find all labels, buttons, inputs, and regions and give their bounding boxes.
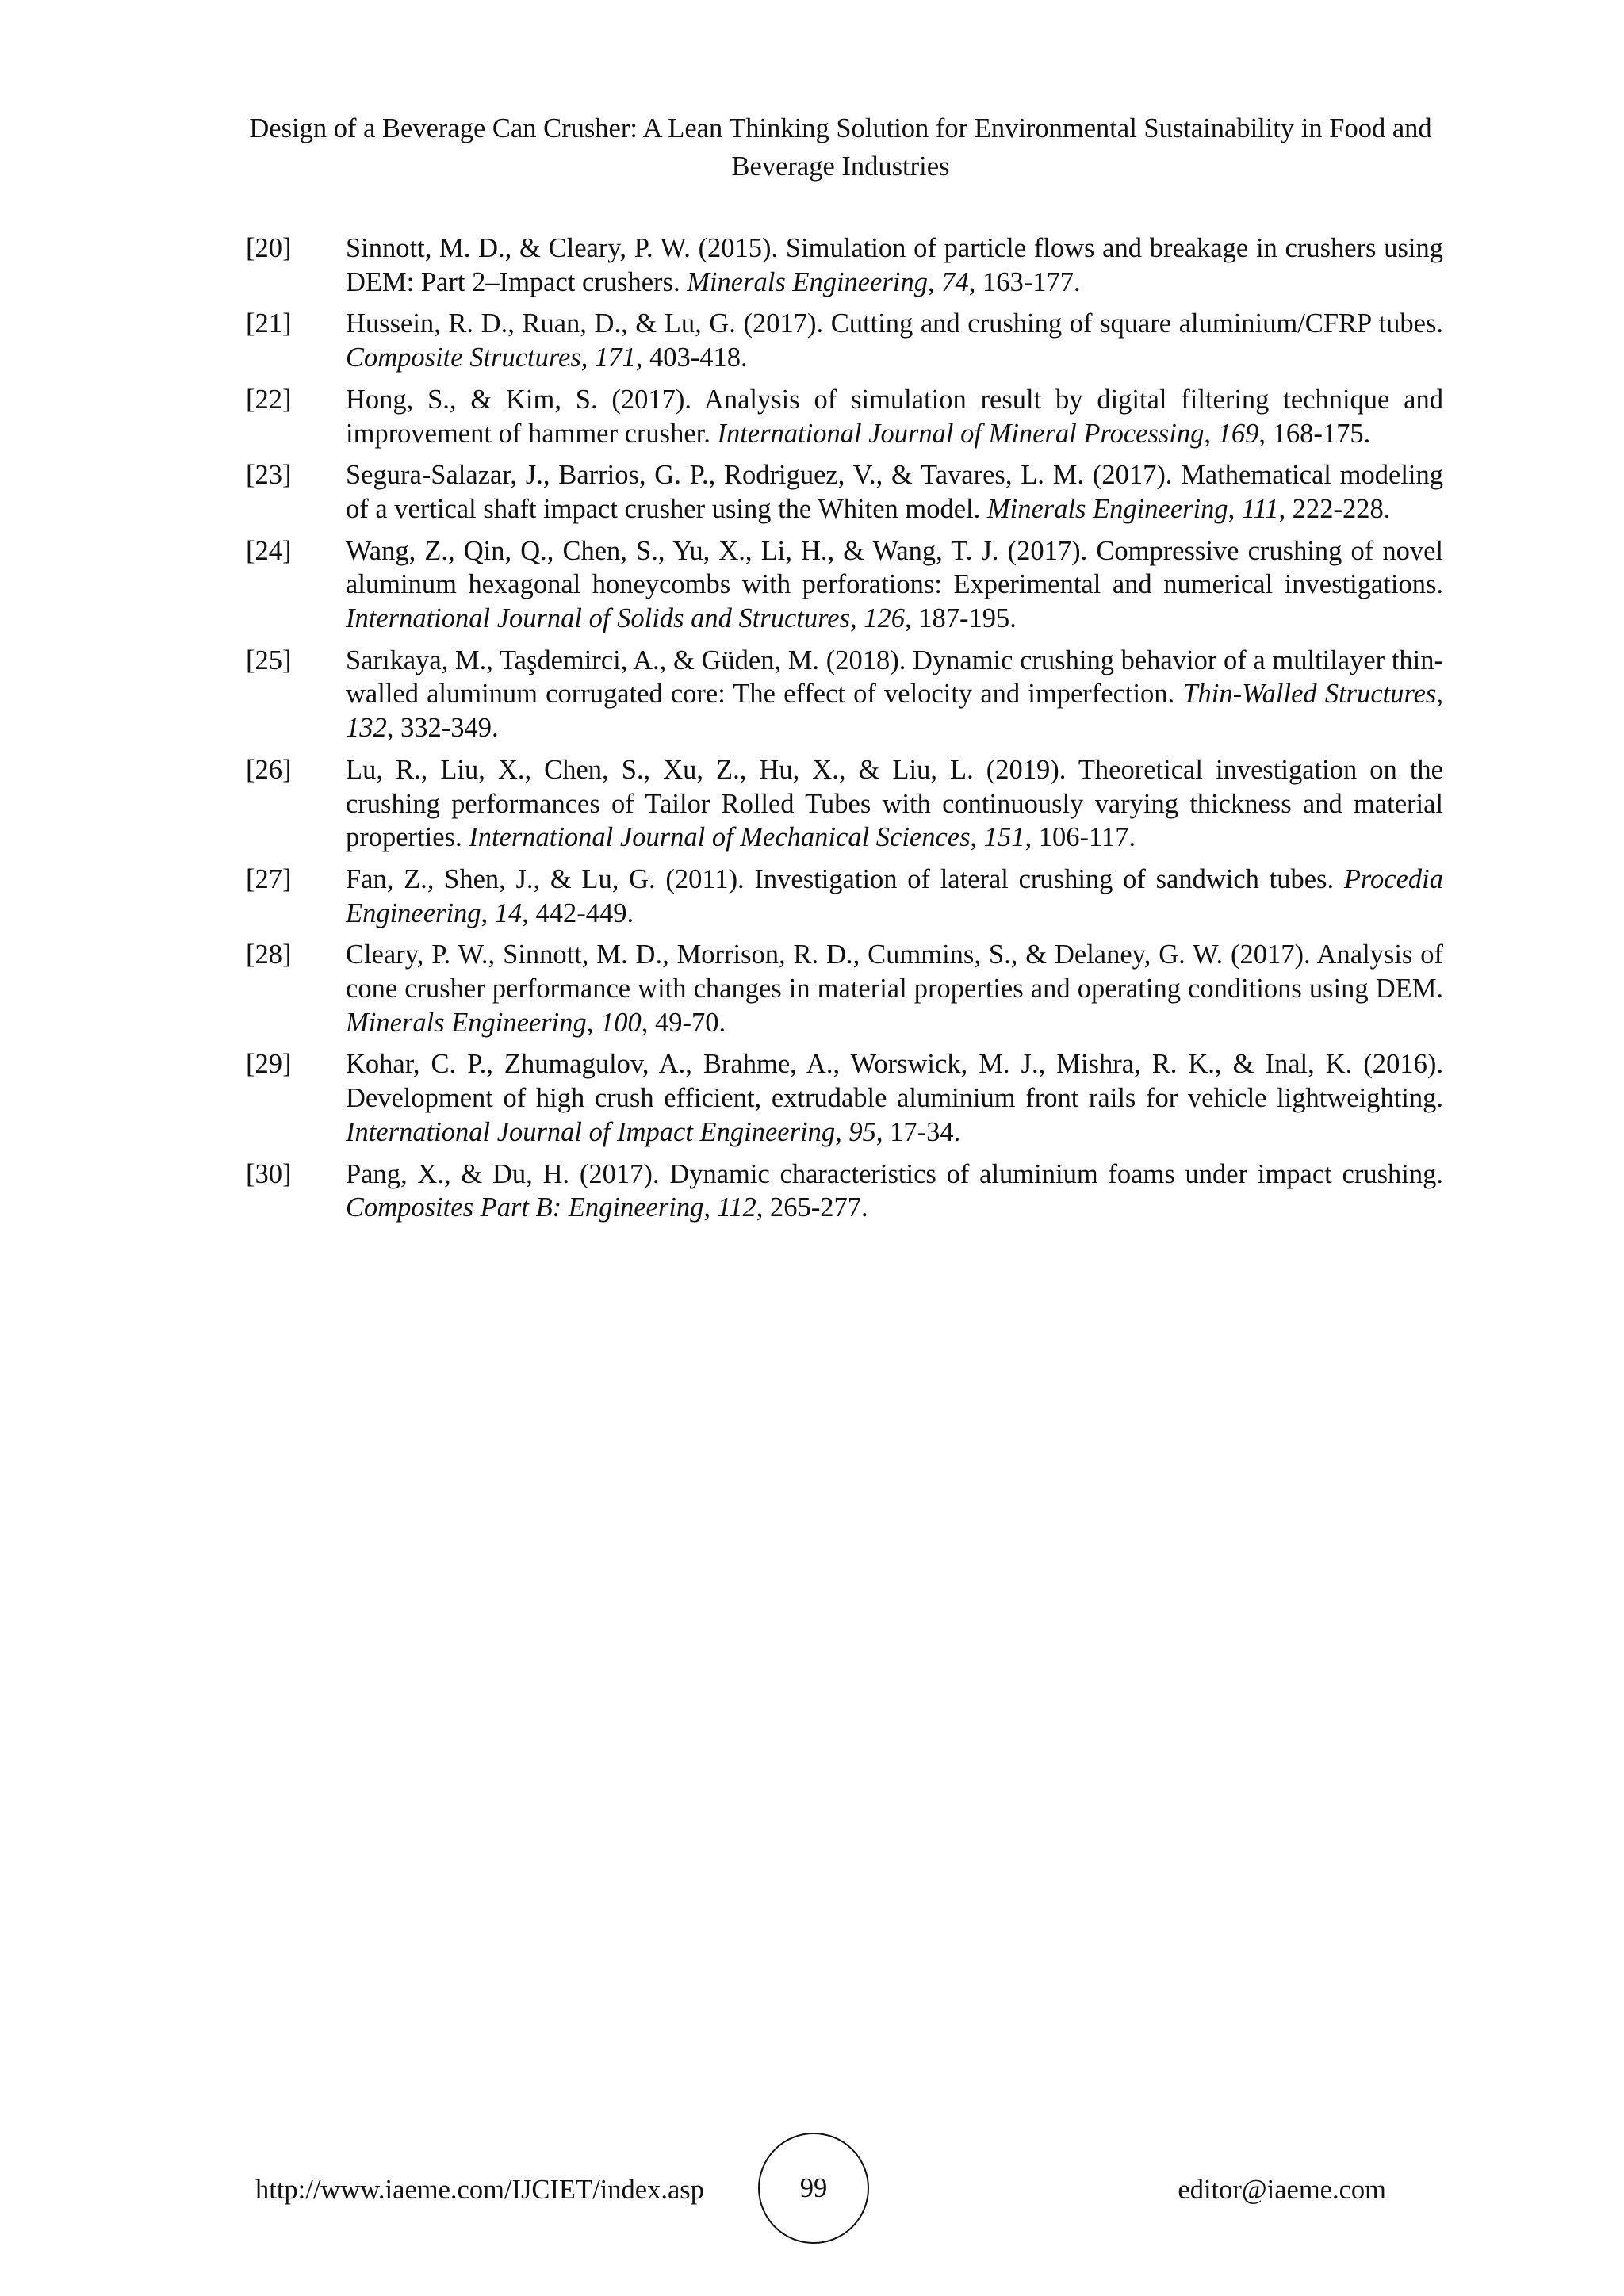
reference-italic-segment: International Journal of Solids and Structures [346,603,850,634]
reference-number: [23] [246,460,292,491]
reference-text-segment: Cleary, P. W., Sinnott, M. D., Morrison, R. D., Cummins, S., & Delaney, G. W. (2017). Analysis of cone crusher performance with changes in material properties and operating conditions using DEM. [346,939,1443,1004]
reference-text-segment: Hong, S., & Kim, S. (2017). Analysis of simulation result by digital filtering technique and improvement of hammer crusher. [346,384,1443,449]
reference-item [246,863,1443,930]
reference-italic-segment: 126 [864,603,905,634]
reference-text-segment: , [703,1192,718,1223]
reference-text-segment: , 106-117. [1025,822,1136,853]
reference-text-segment: , [850,603,864,634]
footer-email-link[interactable]: editor@iaeme.com [1178,2175,1386,2205]
footer-url-link[interactable]: http://www.iaeme.com/IJCIET/index.asp [255,2175,704,2205]
reference-italic-segment: 100 [600,1007,642,1038]
reference-text [346,536,1443,633]
reference-number: [29] [246,1049,292,1080]
reference-italic-segment: 171 [595,342,636,373]
reference-italic-segment: International Journal of Mechanical Sciences [469,822,971,853]
reference-italic-segment: 132 [346,713,387,744]
reference-number: [24] [246,535,292,566]
reference-italic-segment: 95 [848,1116,876,1147]
reference-text [346,460,1443,524]
reference-italic-segment: International Journal of Mineral Processing [717,418,1205,449]
reference-text-segment: Segura-Salazar, J., Barrios, G. P., Rodriguez, V., & Tavares, L. M. (2017). Mathematical modeling of a vertical shaft impact crusher using the Whiten model. [346,460,1443,524]
reference-text [346,1159,1443,1223]
reference-text-segment: , [1204,418,1218,449]
reference-item [246,644,1443,745]
page-number-circle [758,2133,869,2244]
reference-text-segment: , 403-418. [635,342,748,373]
reference-text-segment: , [481,897,495,928]
reference-text-segment: , 332-349. [386,713,499,744]
reference-number: [20] [246,233,292,263]
reference-number: [30] [246,1158,292,1189]
reference-number: [25] [246,645,292,675]
reference-text-segment: Sinnott, M. D., & Cleary, P. W. (2015). Simulation of particle flows and breakage in crushers using DEM: Part 2–Impact crushers. [346,233,1443,297]
reference-text-segment: Wang, Z., Qin, Q., Chen, S., Yu, X., Li, H., & Wang, T. J. (2017). Compressive crushing of novel aluminum hexagonal honeycombs with perforations: Experimental and numerical investigations. [346,535,1443,600]
reference-text-segment: , [835,1116,849,1147]
reference-text-segment: , [586,1007,600,1038]
reference-text-segment: , [1436,679,1443,710]
reference-text-segment: Sarıkaya, M., Taşdemirci, A., & Güden, M. (2018). Dynamic crushing behavior of a multilayer thin-walled aluminum corrugated core: The effect of velocity and imperfection. [346,645,1443,710]
references-list [246,232,1443,1233]
reference-text-segment: , 442-449. [522,897,634,928]
reference-number: [26] [246,754,292,785]
reference-text-segment: Lu, R., Liu, X., Chen, S., Xu, Z., Hu, X., & Liu, L. (2019). Theoretical investigation on the crushing performances of Tailor Rolled Tubes with continuously varying thickness and material properties. [346,754,1443,853]
reference-item [246,383,1443,450]
running-header [238,109,1443,186]
reference-text-segment: , [1228,493,1242,524]
reference-item [246,458,1443,526]
reference-text [346,645,1443,743]
reference-text [346,1049,1443,1146]
reference-italic-segment: 111 [1241,493,1279,524]
reference-italic-segment: 151 [983,822,1025,853]
reference-item [246,232,1443,299]
reference-item [246,753,1443,855]
reference-item [246,938,1443,1039]
reference-italic-segment: Thin-Walled Structures [1182,679,1437,710]
reference-number: [22] [246,384,292,415]
reference-text-segment: , [580,342,596,373]
reference-text-segment: , 168-175. [1258,418,1371,449]
page-number: 99 [799,2172,828,2203]
reference-italic-segment: Minerals Engineering [687,266,928,297]
reference-text [346,233,1443,297]
reference-italic-segment: Composite Structures [346,342,581,373]
reference-item [246,307,1443,374]
reference-text-segment: , 265-277. [756,1192,868,1223]
reference-text-segment: Pang, X., & Du, H. (2017). Dynamic characteristics of aluminium foams under impact crushing. [346,1158,1443,1189]
reference-italic-segment: 169 [1217,418,1259,449]
reference-italic-segment: 112 [717,1192,756,1223]
reference-item [246,534,1443,636]
reference-text-segment: Kohar, C. P., Zhumagulov, A., Brahme, A., Worswick, M. J., Mishra, R. K., & Inal, K. (2016). Development of high crush efficient, extrudable aluminium front rails for vehicle lightweighting. [346,1049,1443,1114]
reference-text-segment: , [970,822,984,853]
reference-item [246,1158,1443,1225]
reference-italic-segment: 14 [494,897,523,928]
reference-text [346,385,1443,449]
reference-text-segment: , 187-195. [905,603,1017,634]
reference-italic-segment: Minerals Engineering [986,493,1228,524]
reference-italic-segment: Composites Part B: Engineering [346,1192,704,1223]
reference-italic-segment: Procedia Engineering [346,863,1443,928]
reference-text [346,864,1443,928]
reference-text-segment: Fan, Z., Shen, J., & Lu, G. (2011). Investigation of lateral crushing of sandwich tubes. [346,863,1344,894]
running-header-title: Design of a Beverage Can Crusher: A Lean Thinking Solution for Environmental Sustainability in Food and Beverage Industries [249,113,1432,182]
reference-text [346,755,1443,852]
reference-italic-segment: 74 [941,266,969,297]
reference-number: [21] [246,308,292,339]
reference-text-segment: , 49-70. [641,1007,726,1038]
reference-italic-segment: International Journal of Impact Engineering [346,1116,836,1147]
reference-number: [28] [246,939,292,970]
reference-text-segment: , [927,266,942,297]
reference-item [246,1047,1443,1149]
reference-text [346,308,1443,373]
reference-text-segment: , 222-228. [1278,493,1391,524]
reference-text-segment: , 17-34. [875,1116,961,1147]
reference-italic-segment: Minerals Engineering [346,1007,587,1038]
reference-number: [27] [246,863,292,894]
reference-text-segment: , 163-177. [968,266,1081,297]
reference-text-segment: Hussein, R. D., Ruan, D., & Lu, G. (2017). Cutting and crushing of square aluminium/CFRP tubes. [346,308,1443,339]
reference-text [346,939,1443,1037]
